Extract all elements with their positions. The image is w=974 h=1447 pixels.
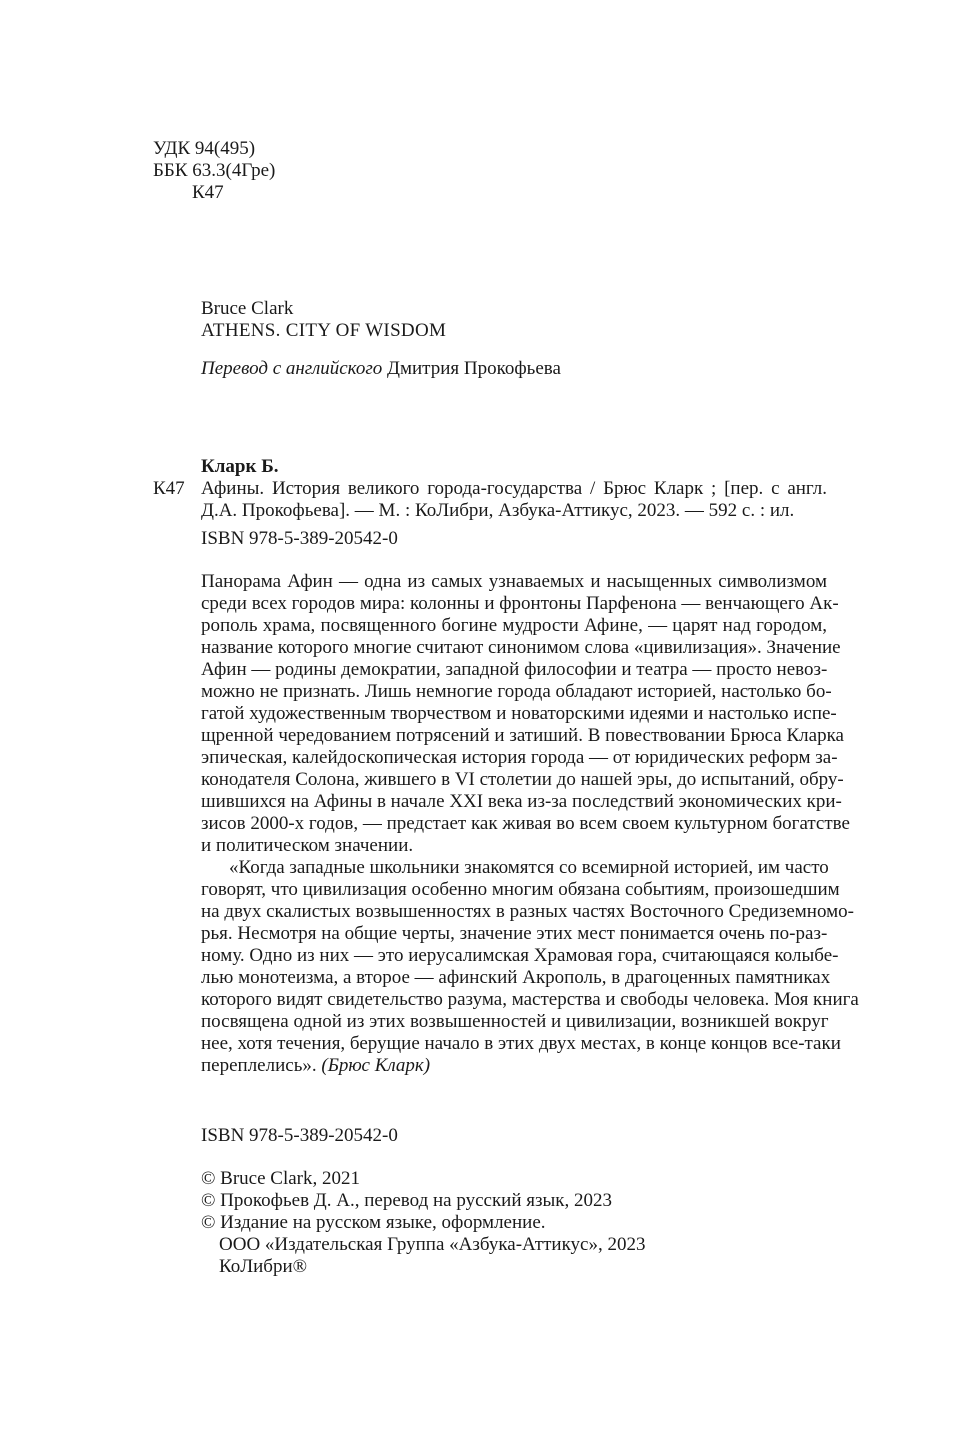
annotation-line: которого видят свидетельство разума, мастерства и свободы человека. Моя книга: [201, 989, 859, 1010]
publisher-line: ООО «Издательская Группа «Азбука-Аттикус», 2023: [219, 1234, 646, 1255]
catalog-line: Д.А. Прокофьева]. — М. : КоЛибри, Азбука-Аттикус, 2023. — 592 с. : ил.: [201, 500, 795, 521]
annotation-paragraph-1: [201, 571, 850, 857]
translation-credit: [201, 358, 561, 380]
catalog-sign: К47: [153, 478, 185, 499]
annotation-line: эпическая, калейдоскопическая история города — от юридических реформ за-: [201, 747, 838, 768]
annotation-line: Афин — родины демократии, западной философии и театра — просто невоз-: [201, 659, 828, 680]
catalog-isbn: ISBN 978-5-389-20542-0: [201, 528, 398, 549]
isbn: ISBN 978-5-389-20542-0: [201, 1125, 398, 1146]
annotation-line: щренной чередованием потрясений и затиший. В повествовании Брюса Кларка: [201, 725, 844, 746]
annotation-line: шившихся на Афины в начале XXI века из-за последствий экономических кри-: [201, 791, 842, 812]
annotation: [201, 571, 859, 1077]
translation-prefix: Перевод с английского: [201, 358, 383, 379]
annotation-line: гатой художественным творчеством и новаторскими идеями и настолько испе-: [201, 703, 837, 724]
publisher-imprint: КоЛибри®: [219, 1256, 308, 1277]
original-author: Bruce Clark: [201, 298, 294, 319]
catalog-description: [201, 478, 827, 550]
catalog-author-heading: Кларк Б.: [201, 456, 279, 477]
annotation-line: говорят, что цивилизация особенно многим обязана событиям, произошедшим: [201, 879, 840, 900]
annotation-paragraph-2: [201, 857, 859, 1077]
author-sign: К47: [192, 182, 224, 203]
original-title: ATHENS. CITY OF WISDOM: [201, 320, 447, 341]
annotation-line: рополь храма, посвященного богине мудрости Афине, — царят над городом,: [201, 615, 827, 636]
quote-ending: переплелись».: [201, 1055, 317, 1076]
annotation-line: на двух скалистых возвышенностях в разных частях Восточного Средиземномо-: [201, 901, 854, 922]
translator-name: Дмитрия Прокофьева: [387, 358, 561, 379]
copyright-block: [201, 1168, 645, 1278]
annotation-line: можно не признать. Лишь немногие города обладают историей, настолько бо-: [201, 681, 832, 702]
annotation-line: рья. Несмотря на общие черты, значение этих мест понимается очень по-раз-: [201, 923, 828, 944]
annotation-line: конодателя Солона, жившего в VI столетии до нашей эры, до испытаний, обру-: [201, 769, 844, 790]
copyright-line: © Прокофьев Д. А., перевод на русский язык, 2023: [201, 1190, 613, 1211]
annotation-line: зисов 2000-х годов, — предстает как живая во всем своем культурном богатстве: [201, 813, 850, 834]
udk-code: УДК 94(495): [153, 138, 256, 159]
annotation-line: Панорама Афин — одна из самых узнаваемых и насыщенных символизмом: [201, 571, 827, 592]
annotation-line: нее, хотя течения, берущие начало в этих двух местах, в конце концов все-таки: [201, 1033, 841, 1054]
copyright-line: © Bruce Clark, 2021: [201, 1168, 361, 1189]
original-edition-block: [201, 298, 561, 380]
annotation-line: ному. Одно из них — это иерусалимская Храмовая гора, считающаяся колыбе-: [201, 945, 839, 966]
quote-attribution: (Брюс Кларк): [321, 1055, 431, 1076]
bbk-code: ББК 63.3(4Гре): [153, 160, 276, 181]
catalog-heading: [201, 456, 279, 478]
annotation-last-line: [201, 1055, 827, 1077]
annotation-line: посвящена одной из этих возвышенностей и цивилизации, возникшей вокруг: [201, 1011, 829, 1032]
catalog-line: Афины. История великого города-государства / Брюс Кларк ; [пер. с англ.: [201, 478, 827, 499]
annotation-line: название которого многие считают синонимом слова «цивилизация». Значение: [201, 637, 841, 658]
classification-block: [153, 138, 275, 204]
annotation-line: и политическом значении.: [201, 835, 414, 856]
annotation-line: среди всех городов мира: колонны и фронтоны Парфенона — венчающего Ак-: [201, 593, 839, 614]
annotation-line: «Когда западные школьники знакомятся со всемирной историей, им часто: [229, 857, 829, 878]
copyright-line: © Издание на русском языке, оформление.: [201, 1212, 546, 1233]
footer-isbn: [201, 1125, 398, 1147]
annotation-line: лью монотеизма, а второе — афинский Акрополь, в драгоценных памятниках: [201, 967, 831, 988]
